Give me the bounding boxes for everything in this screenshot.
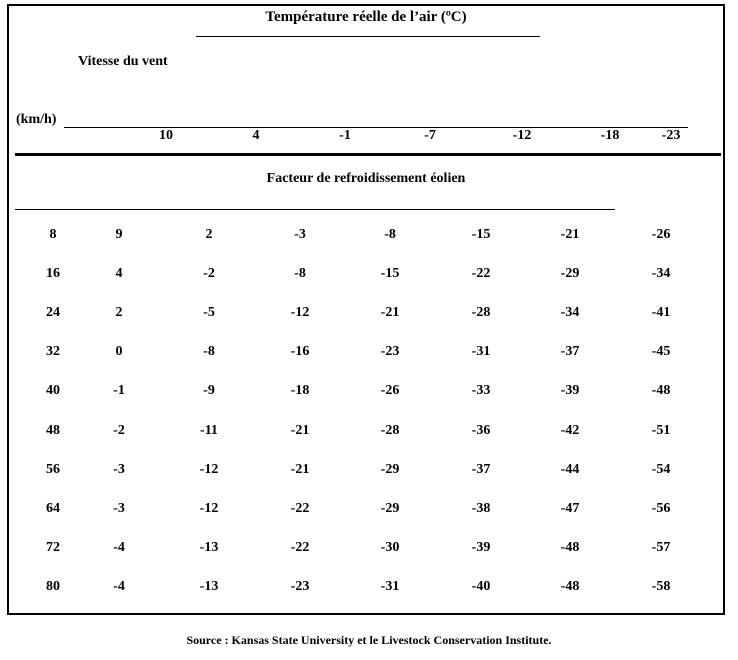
wind-speed-cell: 16 (46, 266, 60, 281)
temperature-title: Température réelle de l’air (ºC) (265, 9, 467, 25)
wind-speed-cell: 64 (46, 501, 60, 516)
windchill-value-cell: -38 (471, 501, 491, 516)
windchill-value-cell: -4 (113, 540, 125, 555)
windchill-value-cell: -26 (651, 227, 671, 242)
temperature-header-cell: -23 (661, 128, 681, 143)
windchill-value-cell: -23 (380, 344, 400, 359)
windchill-value-cell: -9 (203, 383, 215, 398)
windchill-value-cell: -33 (471, 383, 491, 398)
windchill-value-cell: -37 (560, 344, 580, 359)
wind-speed-label: Vitesse du vent (78, 54, 168, 69)
windchill-value-cell: -23 (290, 579, 310, 594)
windchill-value-cell: -42 (560, 423, 580, 438)
source-note: Source : Kansas State University et le Livestock Conservation Institute. (186, 633, 552, 647)
header-separator (15, 153, 721, 156)
wind-speed-cell: 48 (46, 423, 60, 438)
windchill-value-cell: -3 (113, 501, 125, 516)
windchill-value-cell: -56 (651, 501, 671, 516)
temperature-header-cell: -12 (512, 128, 532, 143)
windchill-value-cell: 2 (205, 227, 213, 242)
windchill-value-cell: -30 (380, 540, 400, 555)
windchill-value-cell: -13 (199, 579, 219, 594)
temperature-header-cell: 4 (252, 128, 260, 143)
windchill-value-cell: -8 (384, 227, 396, 242)
windchill-value-cell: -22 (290, 540, 310, 555)
wind-speed-cell: 8 (49, 227, 57, 242)
windchill-value-cell: -45 (651, 344, 671, 359)
windchill-value-cell: 9 (115, 227, 123, 242)
wind-speed-cell: 32 (46, 344, 60, 359)
windchill-value-cell: -2 (113, 423, 125, 438)
windchill-value-cell: -28 (471, 305, 491, 320)
windchill-value-cell: -11 (200, 423, 218, 438)
windchill-value-cell: -8 (203, 344, 215, 359)
windchill-value-cell: -41 (651, 305, 671, 320)
windchill-value-cell: -21 (290, 462, 310, 477)
windchill-title: Facteur de refroidissement éolien (266, 171, 466, 186)
windchill-value-cell: -39 (560, 383, 580, 398)
windchill-value-cell: -48 (560, 540, 580, 555)
windchill-table (7, 4, 725, 615)
windchill-value-cell: -34 (560, 305, 580, 320)
windchill-value-cell: -58 (651, 579, 671, 594)
windchill-value-cell: -21 (380, 305, 400, 320)
windchill-value-cell: -15 (471, 227, 491, 242)
windchill-value-cell: -34 (651, 266, 671, 281)
windchill-value-cell: -26 (380, 383, 400, 398)
temperature-header-cell: 10 (159, 128, 173, 143)
windchill-value-cell: -57 (651, 540, 671, 555)
windchill-value-cell: 0 (115, 344, 123, 359)
windchill-value-cell: -31 (380, 579, 400, 594)
windchill-value-cell: -12 (199, 462, 219, 477)
windchill-value-cell: 4 (115, 266, 123, 281)
temperature-header-cell: -7 (424, 128, 436, 143)
windchill-value-cell: -54 (651, 462, 671, 477)
windchill-value-cell: -12 (290, 305, 310, 320)
windchill-value-cell: -13 (199, 540, 219, 555)
windchill-value-cell: -4 (113, 579, 125, 594)
windchill-value-cell: -48 (651, 383, 671, 398)
windchill-value-cell: -5 (203, 305, 215, 320)
windchill-value-cell: -39 (471, 540, 491, 555)
windchill-value-cell: -37 (471, 462, 491, 477)
windchill-value-cell: -3 (113, 462, 125, 477)
windchill-value-cell: -21 (560, 227, 580, 242)
windchill-value-cell: -29 (380, 462, 400, 477)
windchill-title-underline (15, 209, 615, 210)
temperature-title-underline (196, 36, 540, 37)
windchill-value-cell: -29 (560, 266, 580, 281)
windchill-value-cell: -36 (471, 423, 491, 438)
wind-speed-cell: 40 (46, 383, 60, 398)
windchill-value-cell: -2 (203, 266, 215, 281)
wind-speed-cell: 56 (46, 462, 60, 477)
wind-speed-cell: 24 (46, 305, 60, 320)
windchill-value-cell: -1 (113, 383, 125, 398)
wind-unit-label: (km/h) (16, 112, 57, 127)
windchill-value-cell: -21 (290, 423, 310, 438)
windchill-value-cell: -47 (560, 501, 580, 516)
windchill-value-cell: -31 (471, 344, 491, 359)
windchill-value-cell: -29 (380, 501, 400, 516)
windchill-value-cell: -16 (290, 344, 310, 359)
windchill-value-cell: -44 (560, 462, 580, 477)
wind-speed-cell: 72 (46, 540, 60, 555)
windchill-value-cell: -28 (380, 423, 400, 438)
windchill-value-cell: -48 (560, 579, 580, 594)
windchill-value-cell: -8 (294, 266, 306, 281)
wind-speed-cell: 80 (46, 579, 60, 594)
windchill-value-cell: -40 (471, 579, 491, 594)
windchill-value-cell: -15 (380, 266, 400, 281)
windchill-value-cell: -22 (290, 501, 310, 516)
windchill-value-cell: -22 (471, 266, 491, 281)
windchill-value-cell: -18 (290, 383, 310, 398)
windchill-value-cell: -51 (651, 423, 671, 438)
windchill-value-cell: 2 (115, 305, 123, 320)
windchill-value-cell: -12 (199, 501, 219, 516)
temperature-header-cell: -18 (600, 128, 620, 143)
windchill-value-cell: -3 (294, 227, 306, 242)
temperature-header-cell: -1 (339, 128, 351, 143)
